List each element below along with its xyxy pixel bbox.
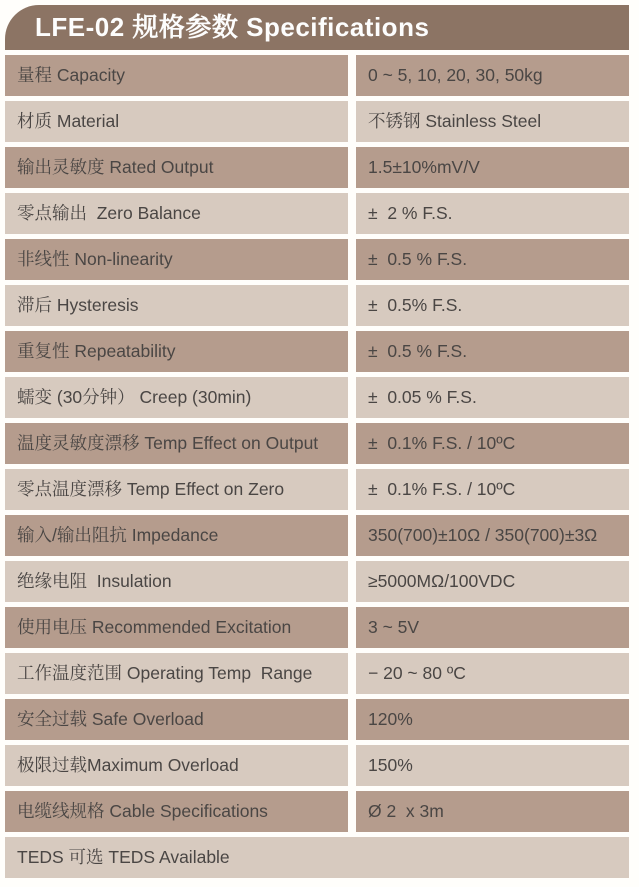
table-row — [5, 699, 629, 740]
table-row — [5, 561, 629, 602]
spec-label-operating-temp: 工作温度范围 Operating Temp Range — [5, 653, 348, 694]
spec-value-operating-temp: − 20 ~ 80 ºC — [356, 653, 629, 694]
spec-label-cable: 电缆线规格 Cable Specifications — [5, 791, 348, 832]
spec-value-temp-effect-zero: ± 0.1% F.S. / 10ºC — [356, 469, 629, 510]
spec-value-material: 不锈钢 Stainless Steel — [356, 101, 629, 142]
table-row — [5, 791, 629, 832]
spec-label-insulation: 绝缘电阻 Insulation — [5, 561, 348, 602]
table-row — [5, 607, 629, 648]
spec-value-excitation: 3 ~ 5V — [356, 607, 629, 648]
spec-label-creep: 蠕变 (30分钟） Creep (30min) — [5, 377, 348, 418]
table-row — [5, 101, 629, 142]
table-row — [5, 147, 629, 188]
table-row — [5, 837, 629, 878]
spec-label-non-linearity: 非线性 Non-linearity — [5, 239, 348, 280]
spec-label-capacity: 量程 Capacity — [5, 55, 348, 96]
spec-table — [5, 5, 629, 878]
table-row — [5, 55, 629, 96]
table-row — [5, 193, 629, 234]
table-row — [5, 745, 629, 786]
spec-value-repeatability: ± 0.5 % F.S. — [356, 331, 629, 372]
spec-value-hysteresis: ± 0.5% F.S. — [356, 285, 629, 326]
spec-value-impedance: 350(700)±10Ω / 350(700)±3Ω — [356, 515, 629, 556]
table-row — [5, 515, 629, 556]
spec-value-temp-effect-output: ± 0.1% F.S. / 10ºC — [356, 423, 629, 464]
table-row — [5, 423, 629, 464]
spec-label-hysteresis: 滞后 Hysteresis — [5, 285, 348, 326]
spec-value-capacity: 0 ~ 5, 10, 20, 30, 50kg — [356, 55, 629, 96]
spec-value-max-overload: 150% — [356, 745, 629, 786]
table-row — [5, 239, 629, 280]
table-row — [5, 331, 629, 372]
table-row — [5, 653, 629, 694]
spec-value-cable: Ø 2 x 3m — [356, 791, 629, 832]
spec-label-safe-overload: 安全过载 Safe Overload — [5, 699, 348, 740]
spec-label-max-overload: 极限过载Maximum Overload — [5, 745, 348, 786]
spec-label-temp-effect-zero: 零点温度漂移 Temp Effect on Zero — [5, 469, 348, 510]
spec-value-creep: ± 0.05 % F.S. — [356, 377, 629, 418]
spec-value-rated-output: 1.5±10%mV/V — [356, 147, 629, 188]
spec-label-zero-balance: 零点输出 Zero Balance — [5, 193, 348, 234]
spec-value-insulation: ≥5000MΩ/100VDC — [356, 561, 629, 602]
spec-label-rated-output: 输出灵敏度 Rated Output — [5, 147, 348, 188]
spec-label-repeatability: 重复性 Repeatability — [5, 331, 348, 372]
spec-value-zero-balance: ± 2 % F.S. — [356, 193, 629, 234]
spec-value-non-linearity: ± 0.5 % F.S. — [356, 239, 629, 280]
table-row — [5, 285, 629, 326]
spec-value-safe-overload: 120% — [356, 699, 629, 740]
table-row — [5, 377, 629, 418]
table-row — [5, 469, 629, 510]
spec-label-teds: TEDS 可选 TEDS Available — [5, 837, 629, 878]
spec-label-impedance: 输入/输出阻抗 Impedance — [5, 515, 348, 556]
spec-label-material: 材质 Material — [5, 101, 348, 142]
table-title: LFE-02 规格参数 Specifications — [5, 5, 629, 50]
spec-label-temp-effect-output: 温度灵敏度漂移 Temp Effect on Output — [5, 423, 348, 464]
spec-label-excitation: 使用电压 Recommended Excitation — [5, 607, 348, 648]
